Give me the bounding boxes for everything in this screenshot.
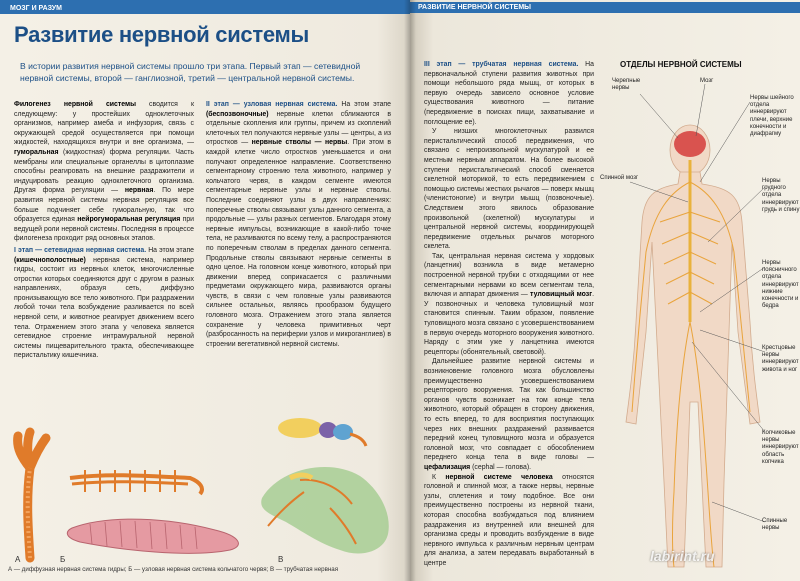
phylogenesis-paragraph: Филогенез нервной системы сводится к следующему: у простейших одноклеточных организмов, например амеба и инфузория, связь с окружающей средой осуществляется при помощи жидкостей, находящихся внутри и вне организма, — гуморальная (жидкостная) форма регуляции. Часть мембраны или специальные органеллы в цитоплазме способны реагировать на внешние раздражители и индуцировать реакцию одноклеточного организма. Другая форма регуляции — нервная. По мере развития нервной системы нервная регуляция все больше подчиняет себе гуморальную, так что образуется единая нейрогуморальная регуляция при ведущей роли нервной системы. Последняя в процессе филогенеза проходит ряд основных этапов. <box>14 101 194 243</box>
watermark: labirint.ru <box>650 548 715 564</box>
label-coccygeal-nerves: Копчиковые нервы иннервируют область копчика <box>762 430 799 465</box>
frog-illustration <box>261 467 389 553</box>
human-body-silhouette <box>626 125 760 567</box>
stage-1-paragraph: I этап — сетевидная нервная система. На этом этапе (кишечнополостные) нервная система, например гидры, состоит из нервных клеток, многочисленные отростки которых соединяются друг с другом в разных направлениях, образуя сеть, диффузно пронизывающую все тело животного. При раздражении любой точки тела возбуждение разливается по всей нервной сети, и животное реагирует движением всего тела. Отражением этого этапа у человека является сетевидное строение интрамуральной нервной системы пищеварительного тракта, обеспечивающее перистальтику кишечника. <box>14 246 195 360</box>
term-phylogenesis: Филогенез нервной системы <box>14 101 136 108</box>
figure-letter-c: В <box>278 555 284 564</box>
paragraph-human-nervous-system: К нервной системе человека относятся головной и спинной мозг, а также нервы, нервные узлы, сплетения и тому подобное. Все они преимущественно построены из нервной ткани, которая способна возбуждаться под влиянием раздражения из внутренней или внешней для организма среды и проводить возбуждение в виде нервного импульса к различным нервным центрам для анализа, а затем передавать выработанный в центре <box>424 473 594 567</box>
paragraph-peristalsis: У низших многоклеточных развился перистальтический способ передвижения, что связано с непроизвольной мускулатурой и ее местным нервным аппаратом. На более высокой ступени перистальтический способ сменяется скелетной моторикой, то есть передвижением с помощью системы жестких рычагов — поверх мышц (членистоногие) и внутри мышц (позвоночные). Следствием этого явилось образование произвольной (скелетной) мускулатуры и центральной нервной системы, координирующей передвижение отдельных рычагов моторного скелета. <box>424 128 594 251</box>
label-thoracic-nerves: Нервы грудного отдела иннервируют грудь и спину <box>762 178 800 213</box>
stage-2-paragraph: II этап — узловая нервная система. На этом этапе (беспозвоночные) нервные клетки сближаются в отдельные скопления или группы, причем из скоплений клеточных тел получаются нервные узлы — центры, а из отростков — нервные стволы — нервы. При этом в каждой клетке число отростков уменьшается и они получают определенное направление. Соответственно сегментарному строению тела животного, например у кольчатого червя, в каждом сегменте имеются сегментарные нервные узлы и нервные стволы. Последние соединяют узлы в двух направлениях: поперечные стволы связывают узлы данного сегмента, а продольные — узлы разных сегментов. Благодаря этому нервные импульсы, возникающие в какой-либо точке тела, не разливаются по всему телу, а распространяются по поперечным стволам в пределах данного сегмента. Продольные стволы связывают нервные сегменты в одно целое. На головном конце животного, который при движении вперед соприкасается с различными предметами окружающего мира, развиваются органы чувств, в связи с чем головные узлы развиваются сильнее остальных, являясь прообразом будущего головного мозга. Отражением этого этапа является сохранение у человека примитивных черт (разбросанность на периферии узлов и микроганглиев) в строении вегетативной нервной системы. <box>206 101 392 348</box>
vertebrate-brain-illustration <box>278 418 366 446</box>
label-spinal-nerves: Спинные нервы <box>762 518 788 532</box>
paragraph-chordates: Так, центральная нервная система у хордовых (ланцетник) возникла в виде метамерно построенной нервной трубки с отходящими от нее сегментарными нервами ко всем сегментам тела, включая и аппарат движения — туловищный мозг. У позвоночных и человека туловищный мозг становится спинным. Таким образом, появление туловищного мозга связано с усовершенствованием в первую очередь моторного вооружения животного. Наряду с этим уже у ланцетника имеются рецепторы (обонятельный, световой). <box>424 252 594 356</box>
page-title: Развитие нервной системы <box>14 22 309 47</box>
right-running-head: РАЗВИТИЕ НЕРВНОЙ СИСТЕМЫ <box>410 2 800 13</box>
annelid-nervous-illustration <box>70 470 202 494</box>
label-spinal-cord: Спинной мозг <box>600 175 639 181</box>
paragraph-cephalization: Дальнейшее развитие нервной системы и возникновение головного мозга обусловлены преимущественно усовершенствованием рецепторного вооружения. Так как большинство органов чувств возникает на том конце тела животного, который обращен в сторону движения, то есть вперед, то для восприятия поступающих через них внешних раздражений развивается передний конец туловищного мозга и образуется головной мозг, что совпадает с обособлением переднего конца тела в виде головы — цефализация (cephal — голова). <box>424 358 594 471</box>
stage-1-heading: I этап — сетевидная нервная система. <box>14 246 147 254</box>
stage-3-heading: III этап — трубчатая нервная система. <box>424 61 579 68</box>
text-column-3 <box>424 60 594 580</box>
label-lumbar-nerves: Нервы поясничного отдела иннервируют нижние конечности и бедра <box>762 260 799 310</box>
evolution-illustrations <box>0 418 410 568</box>
earthworm-illustration <box>67 519 238 553</box>
intro-paragraph: В истории развития нервной системы прошло три этапа. Первый этап — сетевидной нервной системы, второй — ганглиозной, третий — центральной нервной системы. <box>20 61 361 83</box>
human-nervous-system-figure <box>600 72 800 581</box>
figure-title: ОТДЕЛЫ НЕРВНОЙ СИСТЕМЫ <box>620 60 742 69</box>
stage-3-paragraph: III этап — трубчатая нервная система. На первоначальной ступени развития животных при помощи небольшого ряда мышц, от которых в первую очередь зависело основное условие существования животного — питание (передвижение в поисках пищи, захватывание и поглощение ее). <box>424 61 594 126</box>
figure-letter-b: Б <box>60 555 66 564</box>
hydra-illustration <box>18 432 46 558</box>
label-cranial-nerves: Черепные нервы <box>612 78 641 92</box>
label-cervical-nerves: Нервы шейного отдела иннервируют плечи, верхние конечности и диафрагму <box>750 95 794 138</box>
text-column-1 <box>14 100 194 405</box>
label-brain: Мозг <box>700 78 714 84</box>
figure-letter-a: А <box>15 555 21 564</box>
stage-2-heading: II этап — узловая нервная система. <box>206 101 338 108</box>
figure-caption: А — диффузная нервная система гидры; Б — узловая нервная система кольчатого червя; В — трубчатая нервная <box>8 566 339 573</box>
book-gutter <box>404 0 416 581</box>
brain-shape <box>674 131 706 157</box>
text-column-2 <box>206 100 391 430</box>
label-sacral-nerves: Крестцовые нервы иннервируют живота и ног <box>762 345 799 373</box>
left-running-head: МОЗГ И РАЗУМ <box>6 4 66 13</box>
